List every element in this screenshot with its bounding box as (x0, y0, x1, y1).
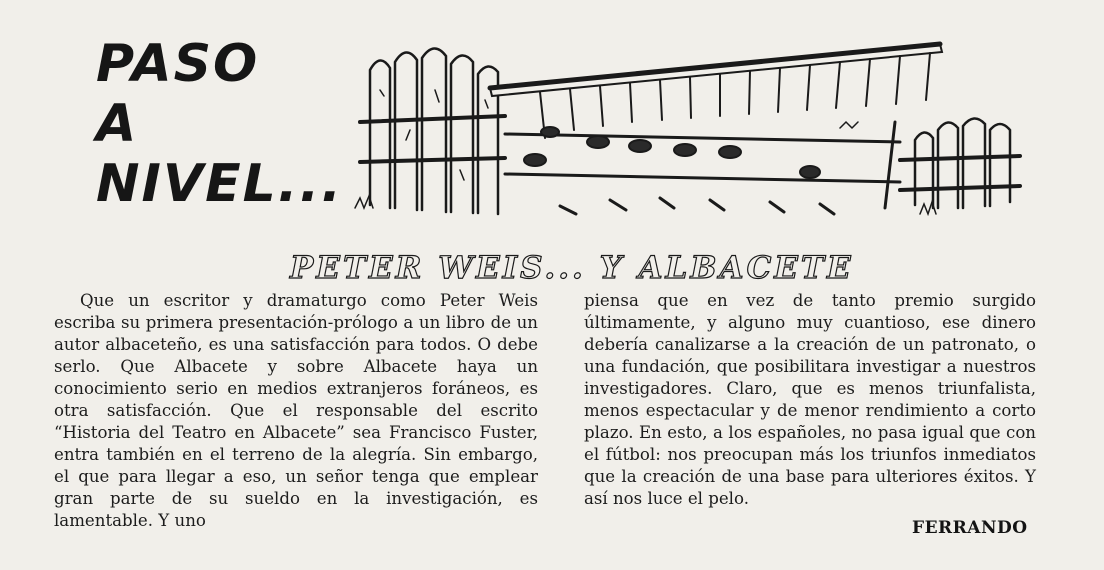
section-title-line-3: NIVEL... (96, 154, 344, 214)
left-fence (360, 48, 505, 214)
article-text-right: piensa que en vez de tanto premio surgido últimamente, y alguno muy cuantioso, ese dinero debería canalizarse a la creación de un patronato, o una fundación, que posibilitara investigar a nuestros investigadores. Claro, que es menos triunfalista, menos espectacular y de menor rendimiento a corto plazo. En esto, a los españoles, no pasa igual que con el fútbol: nos preocupan más los triunfos inmediatos que la creación de una base para ulteriores éxitos. Y así nos luce el pelo. (584, 291, 1036, 508)
section-title-line-2: A (96, 94, 139, 154)
section-title-line-1: PASO (96, 34, 260, 94)
article-column-right (584, 290, 1036, 510)
article-text-left: Que un escritor y dramaturgo como Peter Weis escriba su primera presentación-prólogo a un libro de un autor albaceteño, es una satisfacción para todos. O debe serlo. Que Albacete y sobre Albacete haya un conocimiento serio en medios extranjeros foráneos, es otra satisfacción. Que el responsable del escrito “Historia del Teatro en Albacete” sea Francisco Fuster, entra también en el terreno de la alegría. Sin embargo, el que para llegar a eso, un señor tenga que emplear gran parte de su sueldo en la investigación, es lamentable. Y uno (54, 291, 538, 530)
level-crossing-illustration (340, 30, 1030, 230)
author-signature: FERRANDO (912, 518, 1028, 538)
article-headline: PETER WEIS... Y ALBACETE (290, 250, 854, 286)
barrier-arm (490, 44, 942, 138)
section-title (96, 34, 343, 214)
article-column-left (54, 290, 538, 532)
railway-track (505, 134, 900, 214)
right-fence (885, 118, 1020, 208)
